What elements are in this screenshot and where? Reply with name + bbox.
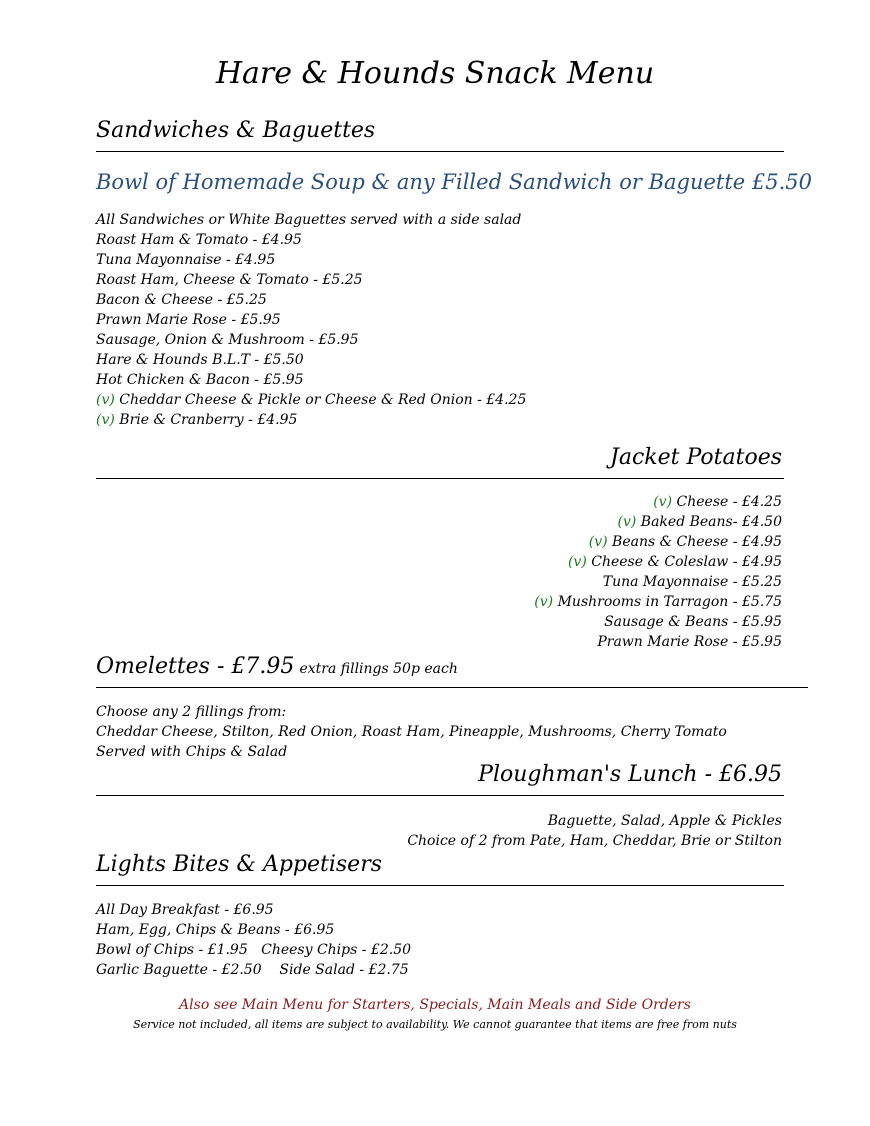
bites-heading: Lights Bites & Appetisers [96, 852, 383, 877]
menu-item-text: Brie & Cranberry - £4.95 [119, 412, 298, 428]
omelettes-line: Choose any 2 fillings from: [96, 704, 287, 720]
menu-item-text: Tuna Mayonnaise - £4.95 [96, 252, 276, 268]
menu-item [96, 350, 526, 370]
vegetarian-marker: (v) [653, 494, 677, 510]
menu-item [96, 390, 526, 410]
jacket-rule [96, 478, 784, 479]
menu-item-text: Prawn Marie Rose - £5.95 [96, 312, 281, 328]
menu-item [96, 492, 782, 512]
ploughman-text [96, 811, 782, 851]
jacket-heading: Jacket Potatoes [610, 445, 782, 470]
menu-item-text: Sausage & Beans - £5.95 [604, 614, 782, 630]
vegetarian-marker: (v) [567, 554, 592, 570]
omelettes-line: Served with Chips & Salad [96, 744, 288, 760]
menu-item [96, 230, 526, 250]
sandwich-list [96, 210, 526, 430]
menu-item [96, 330, 526, 350]
omelettes-heading: Omelettes - £7.95 [96, 654, 295, 679]
jacket-list [96, 492, 782, 652]
menu-title: Hare & Hounds Snack Menu [215, 56, 655, 91]
menu-item [96, 532, 782, 552]
menu-item [96, 290, 526, 310]
vegetarian-marker: (v) [96, 412, 120, 428]
menu-item-text: Cheese - £4.25 [676, 494, 782, 510]
menu-item [96, 410, 526, 430]
menu-item-text: Baked Beans- £4.50 [640, 514, 782, 530]
omelettes-line: Cheddar Cheese, Stilton, Red Onion, Roast Ham, Pineapple, Mushrooms, Cherry Tomato [96, 724, 727, 740]
bites-line: Ham, Egg, Chips & Beans - £6.95 [96, 922, 335, 938]
omelettes-heading-row [96, 654, 458, 679]
bites-line: Garlic Baguette - £2.50 Side Salad - £2.75 [96, 962, 409, 978]
omelettes-subnote: extra fillings 50p each [299, 661, 458, 677]
menu-item-text: Tuna Mayonnaise - £5.25 [602, 574, 782, 590]
ploughman-rule [96, 795, 784, 796]
bites-rule [96, 885, 784, 886]
menu-item-text: Sausage, Onion & Mushroom - £5.95 [96, 332, 359, 348]
vegetarian-marker: (v) [588, 534, 613, 550]
sandwiches-heading: Sandwiches & Baguettes [96, 118, 376, 143]
menu-item [96, 592, 782, 612]
menu-item-text: Beans & Cheese - £4.95 [612, 534, 782, 550]
menu-item [96, 310, 526, 330]
bites-line: All Day Breakfast - £6.95 [96, 902, 274, 918]
disclaimer: Service not included, all items are subject to availability. We cannot guarantee that items are free from nuts [133, 1018, 737, 1031]
menu-item-text: Cheddar Cheese & Pickle or Cheese & Red Onion - £4.25 [119, 392, 527, 408]
menu-item [96, 210, 526, 230]
menu-item [96, 512, 782, 532]
menu-item-text: Cheese & Coleslaw - £4.95 [591, 554, 782, 570]
menu-item-text: Roast Ham, Cheese & Tomato - £5.25 [96, 272, 363, 288]
menu-item-text: Roast Ham & Tomato - £4.95 [96, 232, 302, 248]
menu-item-text: Prawn Marie Rose - £5.95 [597, 634, 782, 650]
menu-item [96, 552, 782, 572]
menu-item-text: Bacon & Cheese - £5.25 [96, 292, 267, 308]
menu-item [96, 572, 782, 592]
menu-item [96, 612, 782, 632]
ploughman-line: Choice of 2 from Pate, Ham, Cheddar, Brie or Stilton [407, 833, 782, 849]
menu-item-text: Hare & Hounds B.L.T - £5.50 [96, 352, 304, 368]
main-menu-note: Also see Main Menu for Starters, Specials, Main Meals and Side Orders [179, 997, 691, 1013]
bites-line: Bowl of Chips - £1.95 Cheesy Chips - £2.50 [96, 942, 412, 958]
omelettes-text [96, 702, 727, 762]
menu-item [96, 632, 782, 652]
vegetarian-marker: (v) [96, 392, 120, 408]
omelettes-rule [96, 687, 808, 688]
menu-item-text: Hot Chicken & Bacon - £5.95 [96, 372, 304, 388]
bites-text [96, 900, 411, 980]
vegetarian-marker: (v) [617, 514, 641, 530]
ploughman-heading: Ploughman's Lunch - £6.95 [478, 762, 782, 787]
menu-item [96, 250, 526, 270]
vegetarian-marker: (v) [534, 594, 558, 610]
menu-item [96, 270, 526, 290]
ploughman-line: Baguette, Salad, Apple & Pickles [547, 813, 782, 829]
sandwiches-rule [96, 151, 784, 152]
menu-item-text: Mushrooms in Tarragon - £5.75 [557, 594, 782, 610]
menu-item-text: All Sandwiches or White Baguettes served with a side salad [96, 212, 522, 228]
menu-item [96, 370, 526, 390]
soup-promo: Bowl of Homemade Soup & any Filled Sandwich or Baguette £5.50 [96, 170, 813, 194]
